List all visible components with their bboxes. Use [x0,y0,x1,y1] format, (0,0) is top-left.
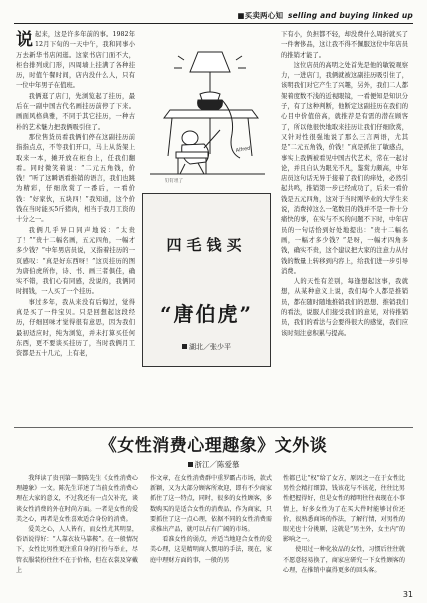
drop-cap: 说 [16,30,33,50]
square-bullet-icon [188,462,193,467]
section-header [237,10,413,21]
article1-paragraph: 说起来，这是许多年前的事。1982年12月下旬的一天中午，我和同事小万去新华书店闲逛。这家书店门面不大，柜台排列成门形，四周墙上挂满了各种挂历，时值午餐时间，店内没什么人，只有一位中年男子在值班。 [16,30,135,90]
article2-paragraph: 我拜读了贵刊第一期陈先生《女性消费心理趣象》一文。陈先生详述了当前女性消费心理在大家的意义，不过我还有一点欠补充，谈谈女性消费的外在时尚方面。一者是女性的爱美之心，再者是女性喜欢适合身份的消费。 [16,475,138,523]
article1-byline: 湖北／张少平 [143,342,270,352]
article1-paragraph: 这位店员的高明之处首先是他的敏锐观察力，一进店门，我俩就被这副挂历吸引住了，该明我们对它产生了兴趣，另外，我们二人都架着度数不浅的近视眼镜，一看便知是知识分子，有了这种判断，他断定这副挂历在我们的心目中价值倍高，就推荐是有需的潜在顾客了，所以他很快地取来挂历让我们仔细欣赏，又针对性很强地说了那么三言两语，尤其是“二元五角钱，价钱！”真是抓住了敏感点，事实上我俩被看见中国古代艺术，常在一起讨论，并且自认为眼光不凡，鉴赏力颇高，中年店员这句话无异于接着了我们的痒处，必然引起共鸣，推销第一步已经成功了，后来一看价钱是五元四角，这对于当时刚毕业的大学生来说，消费掉这么一笔数目的钱并不是一件十分痛快的事，在实与不买的问题不下时，中年店员的一句话恰到好处地提出：“贵十二幅名画，一幅才多少钱？”是呀，一幅才四角多钱，确实不贵，这个建议把大家的注意力从付钱的数量上转移到内容上，给我们进一步引导消费。 [281,61,408,275]
article2-column-1 [16,474,138,589]
article1-title: 四毛钱买 [166,236,247,254]
article2-paragraph: 性都已让“权”给了女方，原因之一在于女性比男性会精打细算，钱该花与不该花，往往比男性把握得好，但是女性的精明往往表现在小事情上，好多女性为了在买大件时能够讨价还价，很熟悉商场的作法，了解行情，对男性的眼光也十分挑剔，这就是“男主外，女主内”的影响之一。 [283,475,405,544]
article2-paragraph: 使用过一种化妆品的女性，习惯后往往就不愿意轻易换了，商家应研究一下女性顾客的心理，在推销中赢得更多的回头客。 [283,546,405,574]
article1-paragraph: 事过多年，我从来没有后悔过，觉得真是买了一件宝贝。只是回想起这段经历，仔细回味才觉得很有意思，因为我们最初适应时，纯为浏览，并未打算买任何东西，更不要谈买挂历了，当时我俩月工资都是五十几元，上有老， [16,298,135,358]
svg-text:Alfred: Alfred [235,145,251,154]
article2-paragraph: 看准女性的弱点，并适当地迎合女性的爱美心理，这是精明商人惯用的手法，现在，家庭中理财方面的事，一般的男 [150,536,272,564]
article1-paragraph: 那位售货员看我俩们停在这副挂历前指指点点，不等我们开口，马上从货架上取来一本，摊开放在柜台上，任我们翻看。同时微笑着说：“二元五角钱，价钱！”听了这瞬语看推销的语言，我们也跳为精彩，仔细欣赏了一番后，一看价钱：“好家伙，五块四！”我知道，这个价钱在当时能买5斤猪肉，相当于我月工资的十分之一。 [16,133,135,224]
section-title-en: selling and buying linked up [287,11,413,20]
section-title-cn: ■买卖两心知 [237,11,284,20]
illustration-caption: 钉钉坦了 [165,179,183,184]
article2-paragraph: 爱美之心，人人皆有，而女性尤其明显，俗语说得好：“人靠衣妆马靠鞍”。在一般情况下，女性比男性更注重自身的打扮与举止，尽管衣服装扮往往不在于价格，但在衣裳及穿戴上 [16,526,138,574]
article1-subtitle: “唐伯虎” [159,302,253,326]
header-rule [14,23,413,24]
page-number: 31 [402,590,413,599]
square-bullet-icon [182,344,187,349]
article2-title: 《女性消费心理趣象》文外谈 [99,436,328,456]
article2-byline: 浙江／陈爱慕 [0,459,427,470]
article1-paragraph: 我俩逛了店门，先浏览起了挂历，最后在一副中国古代名画挂历前停了下来。画面风格典雅，不同于其它挂历，一种古朴的艺术魅力把我俩吸引住了。 [16,92,135,131]
article1-left-column [16,30,135,428]
article2-column-2 [150,474,272,589]
section-divider [14,427,413,428]
article1-paragraph: 人的天性有差别，每逢想起这事，我就想，从某种意义上说，我们每个人都是推销员，都在随时随地推销我们的思想、推销我们的看法，说服人们接受我们的意见，对待推销员，我们的看法与会要得很大的感觉，我们应该时刻注意积累与提高。 [281,278,408,337]
cartoon-illustration [140,34,273,178]
article2-column-3 [283,474,405,589]
article1-right-column [281,30,408,428]
article1-paragraph: 我俩几乎异口同声地说：“太贵了！”“贵十二幅名画，五元四角，一幅才多少钱？”中年男店员说，又指着挂历的一页感叹：“真是好东西呀！”这页挂历的图为唐伯虎所作，诗、书、画三者俱佳，确实不错，我们心有同感，没说的，我俩同时拥钱，一人买了一个挂历。 [16,226,135,296]
article1-paragraph: 下有小，负担都不轻，却没费什么周折就买了一件奢侈品，这让我不得不佩服这位中年店员的推销才能了。 [281,31,408,59]
article2-paragraph: 作文章，在女性消费群中重罗霸占市场，款式新颖，又为大部分顾客所欢迎，即有不少商家抓住了这一特点，同时，很多的女性顾客，多数购买的是适合女性的消费品，作为商家，只要抓住了这一点心理，依据不同的女性消费需求推出产品，就可以占有广阔的市场。 [150,475,272,534]
article1-title-box [142,193,271,367]
